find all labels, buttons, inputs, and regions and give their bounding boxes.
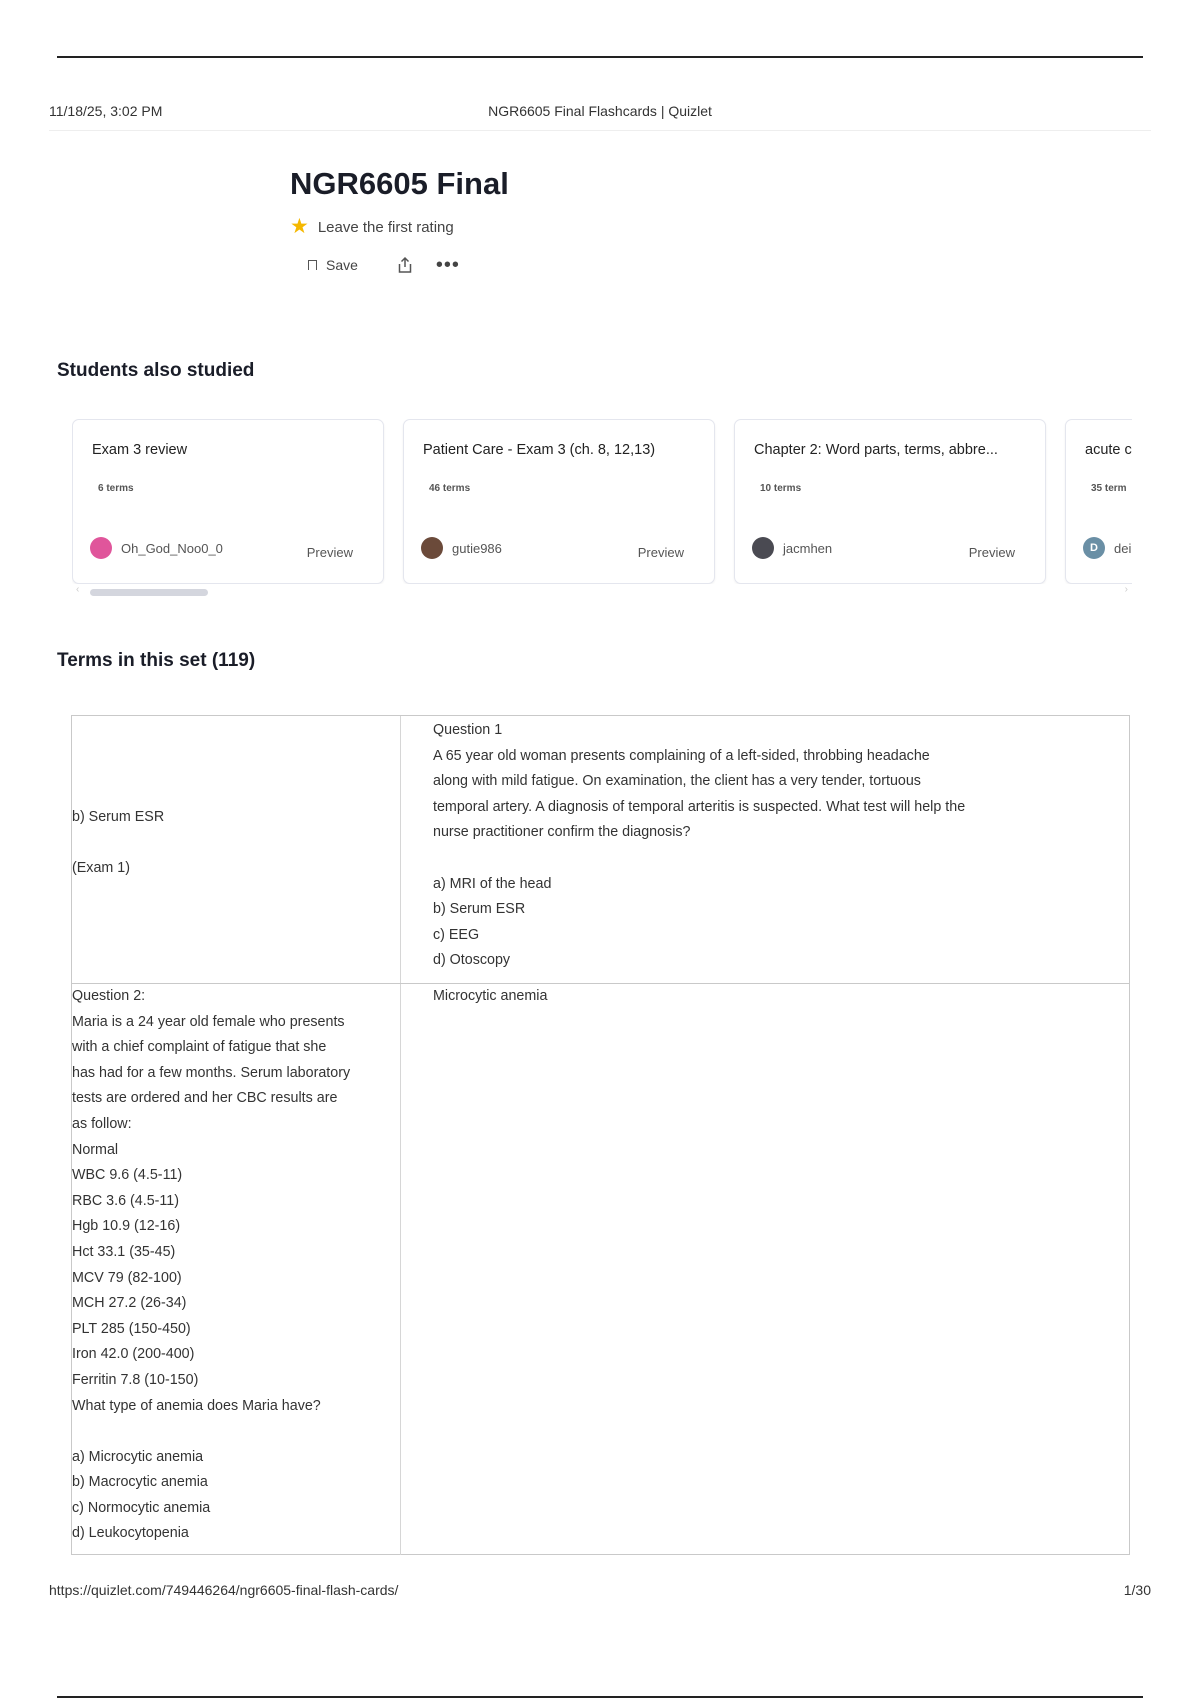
- column-divider: [400, 984, 401, 1555]
- scrollbar-thumb[interactable]: [90, 589, 208, 596]
- text-line: Hgb 10.9 (12-16): [72, 1218, 181, 1235]
- chevron-left-icon[interactable]: ‹: [76, 584, 80, 595]
- terms-heading: Terms in this set (119): [57, 650, 256, 671]
- text-line: Normal: [72, 1141, 119, 1158]
- text-line: nurse practitioner confirm the diagnosis?: [433, 824, 691, 841]
- text-line: b) Serum ESR: [72, 809, 165, 825]
- text-line: along with mild fatigue. On examination, the client has a very tender, tortuous: [433, 773, 921, 790]
- text-line: WBC 9.6 (4.5-11): [72, 1167, 183, 1184]
- text-line: d) Otoscopy: [433, 952, 511, 969]
- text-line: Hct 33.1 (35-45): [72, 1243, 176, 1260]
- text-line: PLT 285 (150-450): [72, 1320, 191, 1337]
- term-row: [72, 984, 1129, 1555]
- related-set-title[interactable]: Chapter 2: Word parts, terms, abbre...: [754, 442, 998, 458]
- page-number: 1/30: [1123, 1582, 1151, 1598]
- text-line: Microcytic anemia: [433, 988, 548, 1004]
- related-set-author[interactable]: [1083, 537, 1131, 559]
- text-line: b) Macrocytic anemia: [72, 1474, 208, 1491]
- preview-button[interactable]: Preview: [306, 545, 353, 560]
- term-answer: [433, 984, 1053, 1010]
- author-name: dei: [1114, 540, 1132, 556]
- print-document-title: NGR6605 Final Flashcards | Quizlet: [488, 103, 712, 119]
- header-divider: [49, 130, 1151, 131]
- set-actions: [308, 254, 460, 276]
- more-options-icon[interactable]: •••: [435, 254, 460, 276]
- text-line: tests are ordered and her CBC results are: [72, 1090, 338, 1107]
- text-line: as follow:: [72, 1115, 132, 1132]
- related-set-card[interactable]: [403, 419, 715, 584]
- rating-row[interactable]: [290, 216, 454, 238]
- related-set-card[interactable]: [72, 419, 384, 584]
- text-line: a) Microcytic anemia: [72, 1448, 204, 1465]
- text-line: A 65 year old woman presents complaining of a left-sided, throbbing headache: [433, 747, 930, 764]
- author-name: jacmhen: [783, 540, 833, 556]
- text-line: (Exam 1): [72, 860, 130, 877]
- text-line: [72, 1419, 392, 1445]
- related-set-author[interactable]: [752, 537, 832, 559]
- term-question: [433, 718, 1053, 974]
- related-set-term-count: 10 terms: [760, 483, 802, 494]
- term-row: [72, 716, 1129, 984]
- related-set-title[interactable]: acute c: [1085, 442, 1132, 458]
- related-set-term-count: 46 terms: [429, 483, 471, 494]
- term-question: [72, 984, 392, 1547]
- text-line: [433, 846, 1053, 872]
- text-line: has had for a few months. Serum laboratory: [72, 1064, 351, 1081]
- text-line: Maria is a 24 year old female who presents: [72, 1013, 345, 1030]
- related-set-card[interactable]: [734, 419, 1046, 584]
- text-line: RBC 3.6 (4.5-11): [72, 1192, 180, 1209]
- text-line: MCH 27.2 (26-34): [72, 1295, 187, 1312]
- related-set-author[interactable]: [90, 537, 223, 559]
- chevron-right-icon[interactable]: ›: [1124, 584, 1128, 595]
- related-set-author[interactable]: [421, 537, 502, 559]
- set-title: NGR6605 Final: [290, 166, 509, 201]
- text-line: What type of anemia does Maria have?: [72, 1397, 321, 1414]
- column-divider: [400, 716, 401, 983]
- bookmark-icon: [308, 260, 317, 270]
- text-line: c) Normocytic anemia: [72, 1499, 211, 1516]
- term-answer: [72, 805, 392, 882]
- related-set-title[interactable]: Patient Care - Exam 3 (ch. 8, 12,13): [423, 442, 656, 458]
- top-rule: [57, 56, 1143, 58]
- text-line: temporal artery. A diagnosis of temporal arteritis is suspected. What test will help the: [433, 798, 966, 815]
- star-icon[interactable]: ★: [290, 215, 309, 238]
- text-line: Iron 42.0 (200-400): [72, 1346, 195, 1363]
- save-label: Save: [326, 257, 358, 273]
- text-line: Question 1: [433, 722, 503, 738]
- carousel-scrollbar[interactable]: [76, 584, 1128, 596]
- print-footer: [49, 1582, 1151, 1602]
- text-line: with a chief complaint of fatigue that she: [72, 1039, 327, 1056]
- avatar: [90, 537, 112, 559]
- text-line: Question 2:: [72, 988, 146, 1004]
- author-name: Oh_God_Noo0_0: [121, 540, 223, 556]
- text-line: d) Leukocytopenia: [72, 1525, 189, 1542]
- avatar: D: [1083, 537, 1105, 559]
- avatar: [752, 537, 774, 559]
- text-line: [72, 831, 392, 857]
- related-set-term-count: 35 term: [1091, 483, 1127, 494]
- text-line: a) MRI of the head: [433, 875, 552, 892]
- text-line: b) Serum ESR: [433, 901, 526, 918]
- rating-text[interactable]: Leave the first rating: [317, 218, 454, 236]
- save-button[interactable]: [308, 257, 358, 273]
- share-icon[interactable]: [396, 256, 414, 274]
- print-datetime: 11/18/25, 3:02 PM: [49, 103, 163, 119]
- print-header: [49, 103, 1151, 123]
- text-line: MCV 79 (82-100): [72, 1269, 182, 1286]
- bottom-rule: [57, 1696, 1143, 1698]
- avatar: [421, 537, 443, 559]
- related-set-term-count: 6 terms: [98, 483, 134, 494]
- author-name: gutie986: [452, 540, 502, 556]
- text-line: c) EEG: [433, 926, 480, 943]
- text-line: Ferritin 7.8 (10-150): [72, 1371, 199, 1388]
- students-also-studied-heading: Students also studied: [57, 360, 255, 381]
- preview-button[interactable]: Preview: [968, 545, 1015, 560]
- related-set-card[interactable]: [1065, 419, 1132, 584]
- related-set-title[interactable]: Exam 3 review: [92, 442, 188, 458]
- print-url: https://quizlet.com/749446264/ngr6605-final-flash-cards/: [49, 1582, 399, 1598]
- related-sets-carousel: [72, 419, 1132, 584]
- terms-table: [71, 715, 1130, 1555]
- preview-button[interactable]: Preview: [637, 545, 684, 560]
